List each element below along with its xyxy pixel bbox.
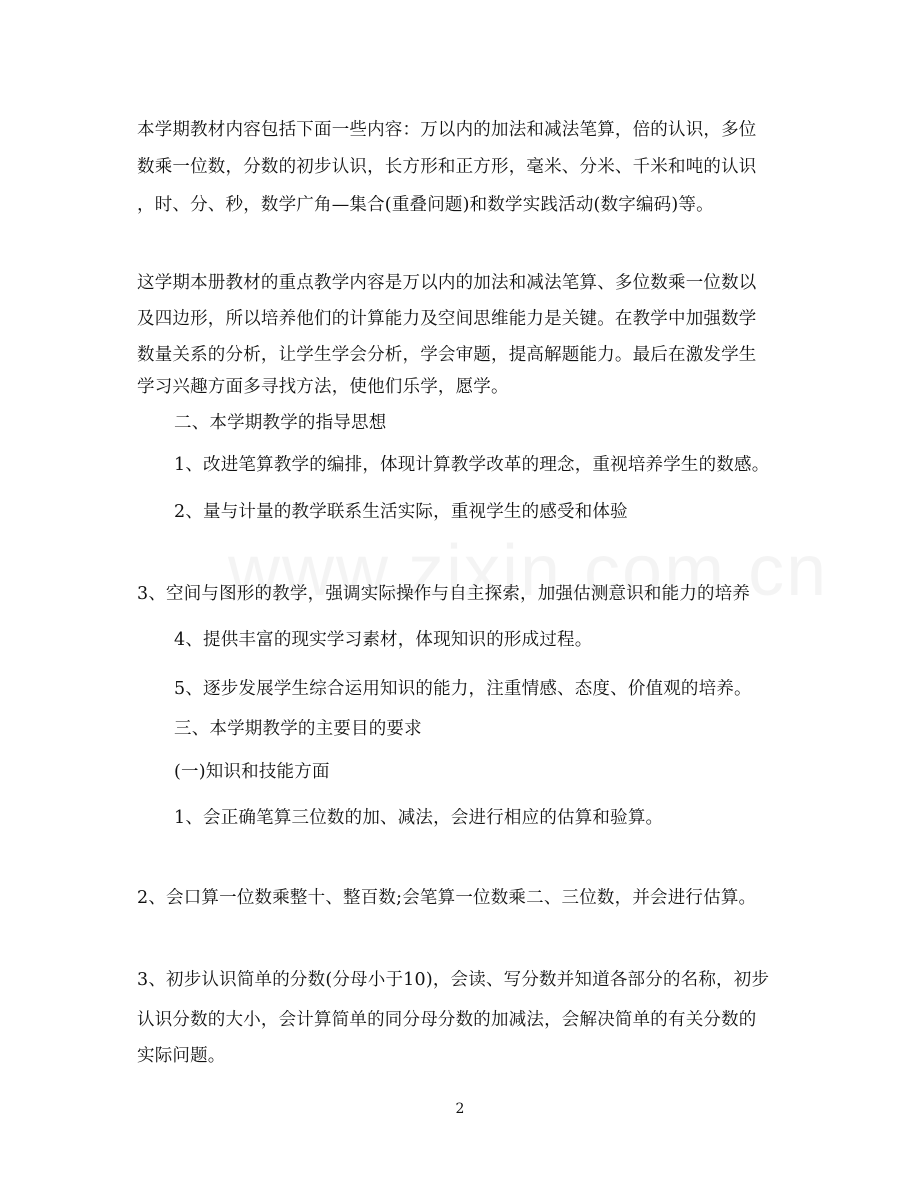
- paragraph-line: 本学期教材内容包括下面一些内容：万以内的加法和减法笔算，倍的认识，多位: [137, 120, 757, 140]
- paragraph-line: 实际问题。: [137, 1046, 226, 1066]
- list-item: 2、会口算一位数乘整十、整百数;会笔算一位数乘二、三位数，并会进行估算。: [137, 888, 757, 908]
- paragraph-line: ，时、分、秒，数学广角—集合(重叠问题)和数学实践活动(数字编码)等。: [137, 195, 714, 215]
- paragraph-line: 数乘一位数，分数的初步认识，长方形和正方形，毫米、分米、千米和吨的认识: [137, 157, 757, 177]
- list-item: 2、量与计量的教学联系生活实际，重视学生的感受和体验: [174, 502, 628, 522]
- subsection-heading: (一)知识和技能方面: [174, 762, 330, 782]
- paragraph-line: 认识分数的大小，会计算简单的同分母分数的加减法，会解决简单的有关分数的: [137, 1010, 757, 1030]
- list-item: 1、会正确笔算三位数的加、减法，会进行相应的估算和验算。: [174, 808, 664, 828]
- paragraph-line: 数量关系的分析，让学生学会分析，学会审题，提高解题能力。最后在激发学生: [137, 345, 757, 365]
- paragraph-line: 及四边形，所以培养他们的计算能力及空间思维能力是关键。在教学中加强数学: [137, 309, 757, 329]
- list-item: 4、提供丰富的现实学习素材，体现知识的形成过程。: [174, 630, 593, 650]
- section-heading: 三、本学期教学的主要目的要求: [174, 719, 422, 739]
- paragraph-line: 学习兴趣方面多寻找方法，使他们乐学，愿学。: [137, 377, 509, 397]
- page-number: 2: [455, 1101, 465, 1117]
- section-heading: 二、本学期教学的指导思想: [174, 413, 387, 433]
- list-item: 1、改进笔算教学的编排，体现计算教学改革的理念，重视培养学生的数感。: [174, 455, 770, 475]
- list-item: 5、逐步发展学生综合运用知识的能力，注重情感、态度、价值观的培养。: [174, 679, 752, 699]
- paragraph-line: 3、初步认识简单的分数(分母小于10)，会读、写分数并知道各部分的名称，初步: [137, 970, 770, 990]
- paragraph-line: 这学期本册教材的重点教学内容是万以内的加法和减法笔算、多位数乘一位数以: [137, 273, 757, 293]
- list-item: 3、空间与图形的教学，强调实际操作与自主探索，加强估测意识和能力的培养: [137, 584, 751, 604]
